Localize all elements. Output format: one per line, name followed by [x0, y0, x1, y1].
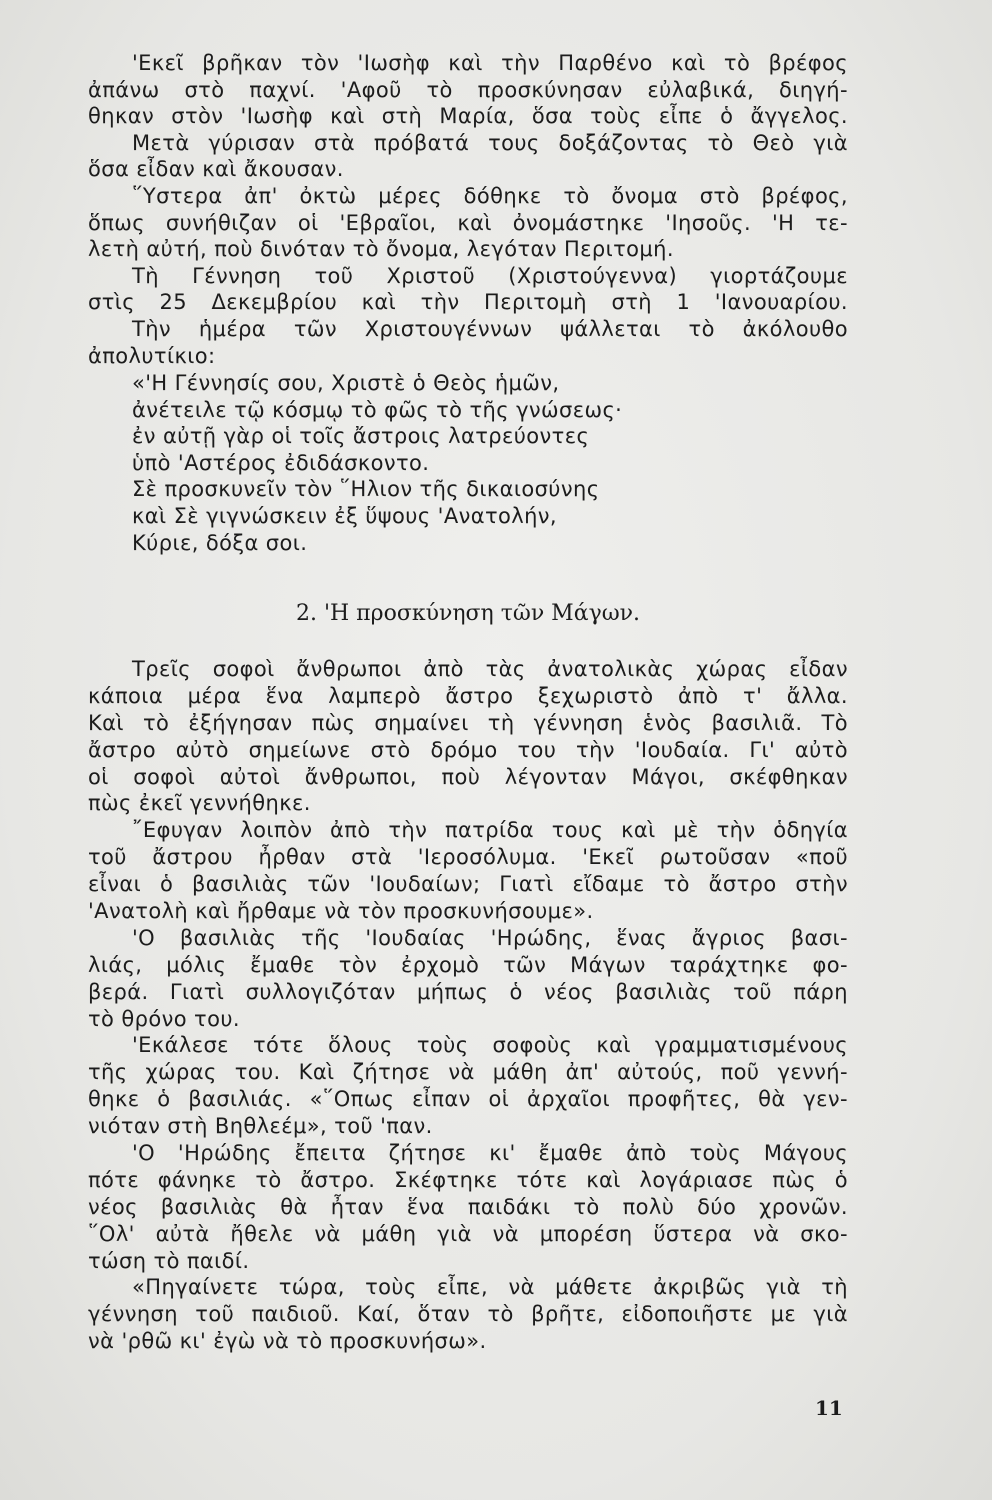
- text-line: 'Ο βασιλιὰς τῆς 'Ιουδαίας 'Ηρώδης, ἕνας ἄγριος βασι-: [132, 925, 848, 950]
- text-line: πότε φάνηκε τὸ ἄστρο. Σκέφτηκε τότε καὶ λογάριασε πὼς ὁ: [88, 1167, 848, 1192]
- text-line: εἶναι ὁ βασιλιὰς τῶν 'Ιουδαίων; Γιατὶ εἴδαμε τὸ ἄστρο στὴν: [88, 872, 848, 897]
- text-line: νέος βασιλιὰς θὰ ἦταν ἕνα παιδάκι τὸ πολὺ δύο χρονῶν.: [88, 1194, 848, 1219]
- text-line: στὶς 25 Δεκεμβρίου καὶ τὴν Περιτομὴ στὴ 1 'Ιανουαρίου.: [88, 290, 848, 315]
- text-line: βερά. Γιατὶ συλλογιζόταν μήπως ὁ νέος βασιλιὰς τοῦ πάρη: [88, 979, 848, 1004]
- text-line: θηκαν στὸν 'Ιωσὴφ καὶ στὴ Μαρία, ὅσα τοὺς εἶπε ὁ ἄγγελος.: [88, 104, 848, 129]
- text-line: πὼς ἐκεῖ γεννήθηκε.: [88, 791, 311, 816]
- hymn-line: «'Η Γέννησίς σου, Χριστὲ ὁ Θεὸς ἡμῶν,: [132, 371, 560, 395]
- text-line: «Πηγαίνετε τώρα, τοὺς εἶπε, νὰ μάθετε ἀκριβῶς γιὰ τὴ: [132, 1275, 848, 1300]
- text-line: ὅπως συνήθιζαν οἱ 'Εβραῖοι, καὶ ὀνομάστηκε 'Ιησοῦς. 'Η τε-: [88, 210, 848, 235]
- hymn-line: ὑπὸ 'Αστέρος ἐδιδάσκοντο.: [132, 450, 430, 475]
- text-line: θηκε ὁ βασιλιάς. «῞Οπως εἶπαν οἱ ἀρχαῖοι προφῆτες, θὰ γεν-: [88, 1087, 848, 1112]
- hymn-line: Σὲ προσκυνεῖν τὸν ῞Ηλιον τῆς δικαιοσύνης: [132, 477, 600, 502]
- text-line: ἄστρο αὐτὸ σημείωνε στὸ δρόμο του τὴν 'Ιουδαία. Γι' αὐτὸ: [88, 737, 848, 762]
- text-line: κάποια μέρα ἕνα λαμπερὸ ἄστρο ξεχωριστὸ ἀπὸ τ' ἄλλα.: [88, 683, 848, 708]
- section-a-text: [88, 50, 848, 369]
- text-line: Μετὰ γύρισαν στὰ πρόβατά τους δοξάζοντας τὸ Θεὸ γιὰ: [132, 130, 848, 155]
- section-b-text: [88, 656, 848, 1355]
- text-line: λετὴ αὐτή, ποὺ δινόταν τὸ ὄνομα, λεγόταν Περιτομή.: [88, 237, 674, 262]
- hymn-line: ἀνέτειλε τῷ κόσμῳ τὸ φῶς τὸ τῆς γνώσεως·: [132, 397, 623, 422]
- text-line: ῞Υστερα ἀπ' ὀκτὼ μέρες δόθηκε τὸ ὄνομα στὸ βρέφος,: [132, 183, 848, 208]
- text-line: ὅσα εἶδαν καὶ ἄκουσαν.: [88, 157, 344, 182]
- text-line: ἀπολυτίκιο:: [88, 343, 216, 368]
- page-number: 11: [815, 1396, 843, 1420]
- text-line: 'Ανατολὴ καὶ ἤρθαμε νὰ τὸν προσκυνήσουμε».: [88, 899, 594, 924]
- text-line: νὰ 'ρθῶ κι' ἐγὼ νὰ τὸ προσκυνήσω».: [88, 1329, 487, 1354]
- text-line: τῆς χώρας του. Καὶ ζήτησε νὰ μάθη ἀπ' αὐτούς, ποῦ γεννή-: [88, 1060, 848, 1085]
- text-line: τὸ θρόνο του.: [88, 1006, 240, 1031]
- text-line: γέννηση τοῦ παιδιοῦ. Καί, ὅταν τὸ βρῆτε, εἰδοποιῆστε με γιὰ: [88, 1302, 848, 1327]
- text-line: Τὴ Γέννηση τοῦ Χριστοῦ (Χριστούγεννα) γιορτάζουμε: [132, 263, 848, 288]
- hymn-line: καὶ Σὲ γιγνώσκειν ἐξ ὕψους 'Ανατολήν,: [132, 503, 558, 528]
- text-line: Τρεῖς σοφοὶ ἄνθρωποι ἀπὸ τὰς ἀνατολικὰς χώρας εἶδαν: [132, 657, 848, 681]
- text-line: τώση τὸ παιδί.: [88, 1248, 250, 1273]
- text-line: ῎Εφυγαν λοιπὸν ἀπὸ τὴν πατρίδα τους καὶ μὲ τὴν ὁδηγία: [132, 818, 848, 843]
- text-line: οἱ σοφοὶ αὐτοὶ ἄνθρωποι, ποὺ λέγονταν Μάγοι, σκέφθηκαν: [88, 764, 848, 789]
- text-line: ῞Ολ' αὐτὰ ἤθελε νὰ μάθη γιὰ νὰ μπορέση ὕστερα νὰ σκο-: [88, 1221, 848, 1246]
- text-line: 'Εκάλεσε τότε ὅλους τοὺς σοφοὺς καὶ γραμματισμένους: [132, 1033, 848, 1058]
- section-heading: 2. 'Η προσκύνηση τῶν Μάγων.: [295, 601, 641, 626]
- text-line: 'Εκεῖ βρῆκαν τὸν 'Ιωσὴφ καὶ τὴν Παρθένο καὶ τὸ βρέφος: [132, 51, 848, 75]
- text-line: νιόταν στὴ Βηθλεέμ», τοῦ 'παν.: [88, 1114, 433, 1139]
- text-line: 'Ο 'Ηρώδης ἔπειτα ζήτησε κι' ἔμαθε ἀπὸ τοὺς Μάγους: [132, 1141, 848, 1166]
- text-line: ἀπάνω στὸ παχνί. 'Αφοῦ τὸ προσκύνησαν εὐλαβικά, διηγή-: [88, 77, 848, 102]
- hymn-line: ἐν αὐτῇ γὰρ οἱ τοῖς ἄστροις λατρεύοντες: [132, 424, 590, 449]
- text-line: Τὴν ἡμέρα τῶν Χριστουγέννων ψάλλεται τὸ ἀκόλουθο: [132, 316, 848, 341]
- text-line: Καὶ τὸ ἐξήγησαν πὼς σημαίνει τὴ γέννηση ἑνὸς βασιλιᾶ. Τὸ: [88, 710, 848, 735]
- hymn-text: [88, 370, 848, 556]
- text-line: λιάς, μόλις ἔμαθε τὸν ἐρχομὸ τῶν Μάγων ταράχτηκε φο-: [88, 952, 848, 977]
- hymn-line: Κύριε, δόξα σοι.: [132, 530, 308, 555]
- text-line: τοῦ ἄστρου ἦρθαν στὰ 'Ιεροσόλυμα. 'Εκεῖ ρωτοῦσαν «ποῦ: [88, 845, 848, 870]
